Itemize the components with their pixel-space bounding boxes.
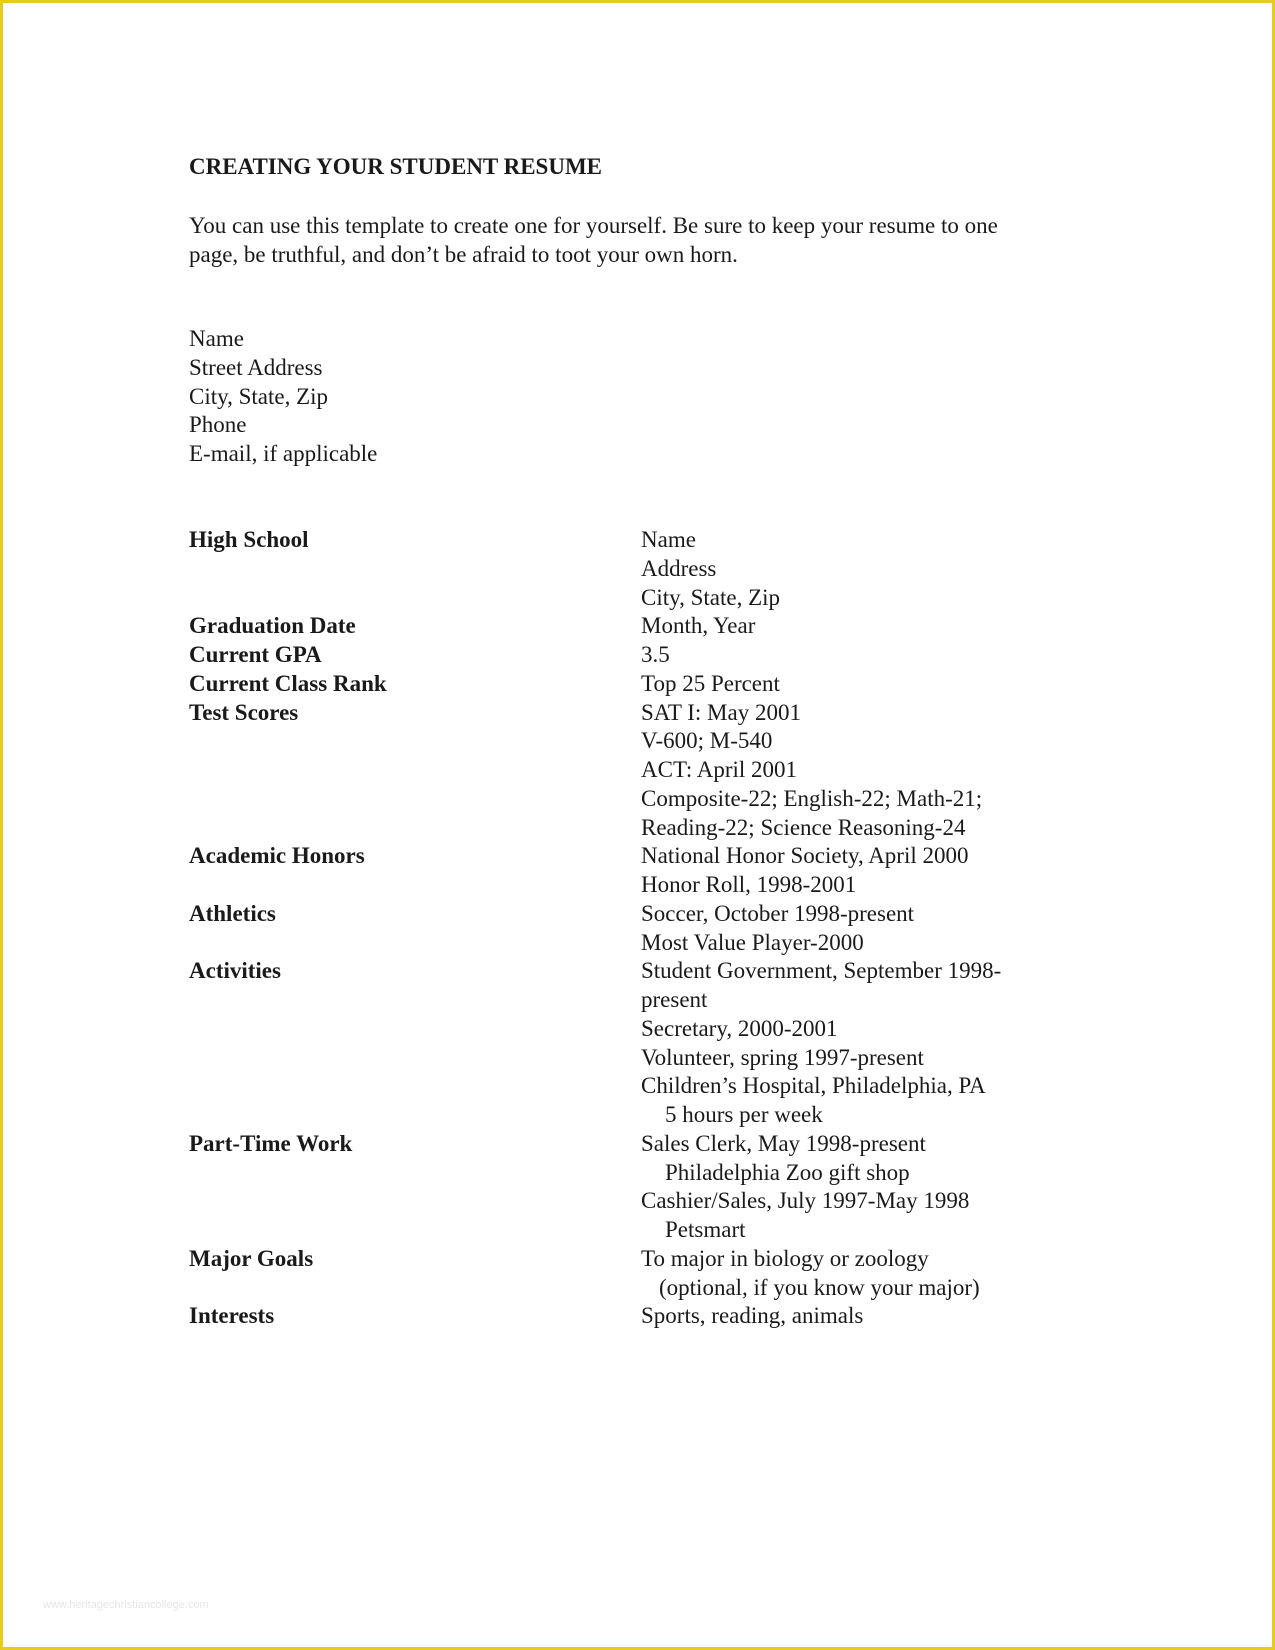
section-line: 3.5 [641, 642, 670, 667]
contact-phone: Phone [189, 412, 247, 438]
section-line: Student Government, September 1998- [641, 958, 1002, 984]
section-line: (optional, if you know your major) [659, 1274, 980, 1300]
section-line: 5 hours per week [665, 1102, 823, 1127]
section-line: Name [641, 527, 696, 552]
section-label: Academic Honors [189, 843, 365, 869]
section-value [641, 1130, 1069, 1245]
section-label: High School [189, 527, 309, 552]
section-line: To major in biology or zoology [641, 1245, 929, 1271]
section-academic-honors [189, 842, 1069, 900]
contact-email: E-mail, if applicable [189, 441, 378, 466]
section-label: Activities [189, 958, 281, 984]
section-part-time-work [189, 1130, 1069, 1245]
section-activities [189, 957, 1069, 1130]
section-line: Address [641, 555, 717, 581]
section-line: SAT I: May 2001 [641, 699, 801, 725]
section-high-school [189, 526, 1069, 612]
section-interests [189, 1302, 1069, 1331]
section-line: Secretary, 2000-2001 [641, 1015, 838, 1041]
section-line: Philadelphia Zoo gift shop [665, 1159, 910, 1185]
section-line: Sports, reading, animals [641, 1303, 864, 1329]
section-line: Top 25 Percent [641, 670, 780, 696]
section-label: Test Scores [189, 699, 299, 725]
section-value [641, 670, 1069, 699]
contact-name: Name [189, 326, 244, 351]
section-major-goals [189, 1245, 1069, 1303]
contact-street-address: Street Address [189, 354, 323, 380]
section-line: ACT: April 2001 [641, 757, 798, 782]
section-value [641, 842, 1069, 900]
section-line: Honor Roll, 1998-2001 [641, 872, 857, 897]
section-value [641, 641, 1069, 670]
section-line: City, State, Zip [641, 584, 781, 610]
section-graduation-date [189, 612, 1069, 641]
watermark: www.heritagechristiancollege.com [43, 1599, 209, 1611]
section-label: Graduation Date [189, 613, 356, 639]
contact-block [189, 325, 377, 469]
section-value [641, 699, 1069, 843]
contact-city-state-zip: City, State, Zip [189, 383, 329, 409]
section-label: Part-Time Work [189, 1130, 353, 1156]
section-line: V-600; M-540 [641, 728, 773, 754]
section-line: Petsmart [665, 1217, 746, 1242]
document-title: CREATING YOUR STUDENT RESUME [189, 154, 603, 179]
section-line: Children’s Hospital, Philadelphia, PA [641, 1073, 986, 1099]
section-value [641, 526, 1069, 612]
section-value [641, 900, 1069, 958]
section-line: Volunteer, spring 1997-present [641, 1044, 924, 1070]
intro-line: You can use this template to create one for yourself. Be sure to keep your resume to one [189, 213, 998, 238]
section-line: Month, Year [641, 613, 756, 639]
section-label: Major Goals [189, 1245, 314, 1271]
section-label: Interests [189, 1303, 275, 1329]
section-value [641, 1245, 1069, 1303]
section-line: Reading-22; Science Reasoning-24 [641, 814, 966, 840]
section-line: Soccer, October 1998-present [641, 900, 915, 926]
section-line: Most Value Player-2000 [641, 929, 864, 955]
section-value [641, 957, 1069, 1130]
section-label: Current Class Rank [189, 670, 387, 696]
section-current-gpa [189, 641, 1069, 670]
section-value [641, 1302, 1069, 1331]
section-line: Cashier/Sales, July 1997-May 1998 [641, 1188, 970, 1214]
section-current-class-rank [189, 670, 1069, 699]
intro-paragraph [189, 211, 1109, 269]
section-label: Athletics [189, 900, 276, 926]
section-label: Current GPA [189, 642, 322, 667]
section-athletics [189, 900, 1069, 958]
section-line: present [641, 987, 708, 1012]
section-line: Composite-22; English-22; Math-21; [641, 785, 983, 811]
intro-line: page, be truthful, and don’t be afraid to toot your own horn. [189, 242, 738, 267]
resume-sections [189, 526, 1069, 1331]
section-test-scores [189, 699, 1069, 843]
section-line: Sales Clerk, May 1998-present [641, 1130, 926, 1156]
section-value [641, 612, 1069, 641]
section-line: National Honor Society, April 2000 [641, 843, 969, 869]
